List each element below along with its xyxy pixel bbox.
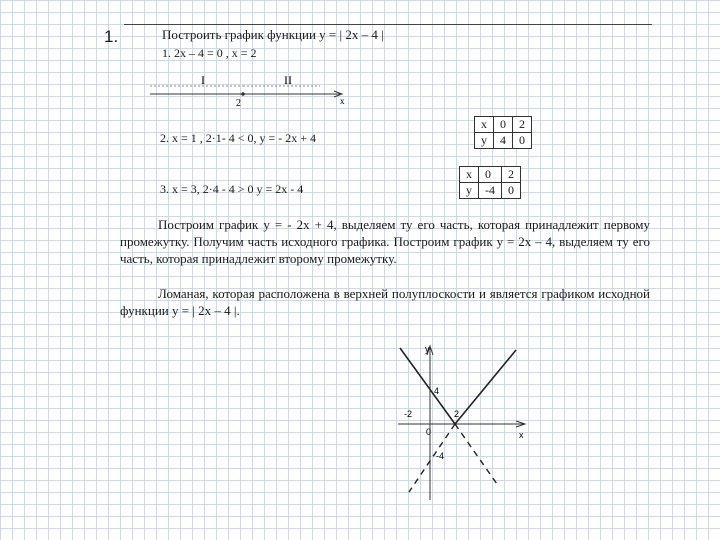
table-1-y-label: y <box>475 133 494 149</box>
table-2-y-label: y <box>460 183 479 199</box>
table-2-y0: -4 <box>479 183 502 199</box>
paragraph-1-text: Построим график y = - 2x + 4, выделяем ту его часть, которая принадлежит первому промежутку. Получим часть исходного графика. Построим график y = 2x – 4, выделяем ту его часть, которая принадлежит второму промежутку. <box>120 217 650 266</box>
table-1-x1: 2 <box>513 117 532 133</box>
step-1: 1. 2x – 4 = 0 , x = 2 <box>162 46 257 60</box>
paragraph-2-text: Ломаная, которая расположена в верхней полуплоскости и является графиком исходной функции y = | 2x – 4 |. <box>120 286 650 318</box>
table-2 <box>459 166 521 199</box>
number-line-point <box>241 92 245 96</box>
table-2-x1: 2 <box>502 167 521 183</box>
graph-branch-right <box>455 350 516 424</box>
table-1-row-y <box>475 133 532 149</box>
task-number: 1. <box>104 27 119 46</box>
graph-label-2: 2 <box>454 409 460 419</box>
table-1-row-x <box>475 117 532 133</box>
graph-label-0: 0 <box>426 427 432 437</box>
graph-label-4: 4 <box>434 386 440 396</box>
graph-y-label: y <box>425 344 430 354</box>
table-2-x0: 0 <box>479 167 502 183</box>
graph-label-neg2: -2 <box>404 409 413 419</box>
paragraph-1 <box>120 216 650 267</box>
table-2-y1: 0 <box>502 183 521 199</box>
graph-dashed-continuation-2 <box>409 424 455 492</box>
table-1-x0: 0 <box>494 117 513 133</box>
number-line-x-label: x <box>340 96 345 106</box>
interval-2-label: II <box>284 73 292 87</box>
function-graph <box>398 344 525 500</box>
step-3: 3. x = 3, 2·4 - 4 > 0 y = 2x - 4 <box>160 182 304 196</box>
table-1-y0: 4 <box>494 133 513 149</box>
paragraph-2 <box>120 285 650 319</box>
step-2: 2. x = 1 , 2·1- 4 < 0, y = - 2x + 4 <box>160 131 317 145</box>
table-1-y1: 0 <box>513 133 532 149</box>
graph-label-neg4: -4 <box>436 451 445 461</box>
table-1 <box>474 116 532 149</box>
graph-dashed-continuation-1 <box>455 424 497 484</box>
interval-1-label: I <box>201 73 205 87</box>
table-2-row-y <box>460 183 521 199</box>
number-line-point-label: 2 <box>236 98 241 109</box>
number-line <box>150 73 345 109</box>
table-2-x-label: x <box>460 167 479 183</box>
table-2-row-x <box>460 167 521 183</box>
table-1-x-label: x <box>475 117 494 133</box>
task-title: Построить график функции y = | 2x – 4 | <box>162 27 384 42</box>
graph-x-label: x <box>519 430 524 440</box>
